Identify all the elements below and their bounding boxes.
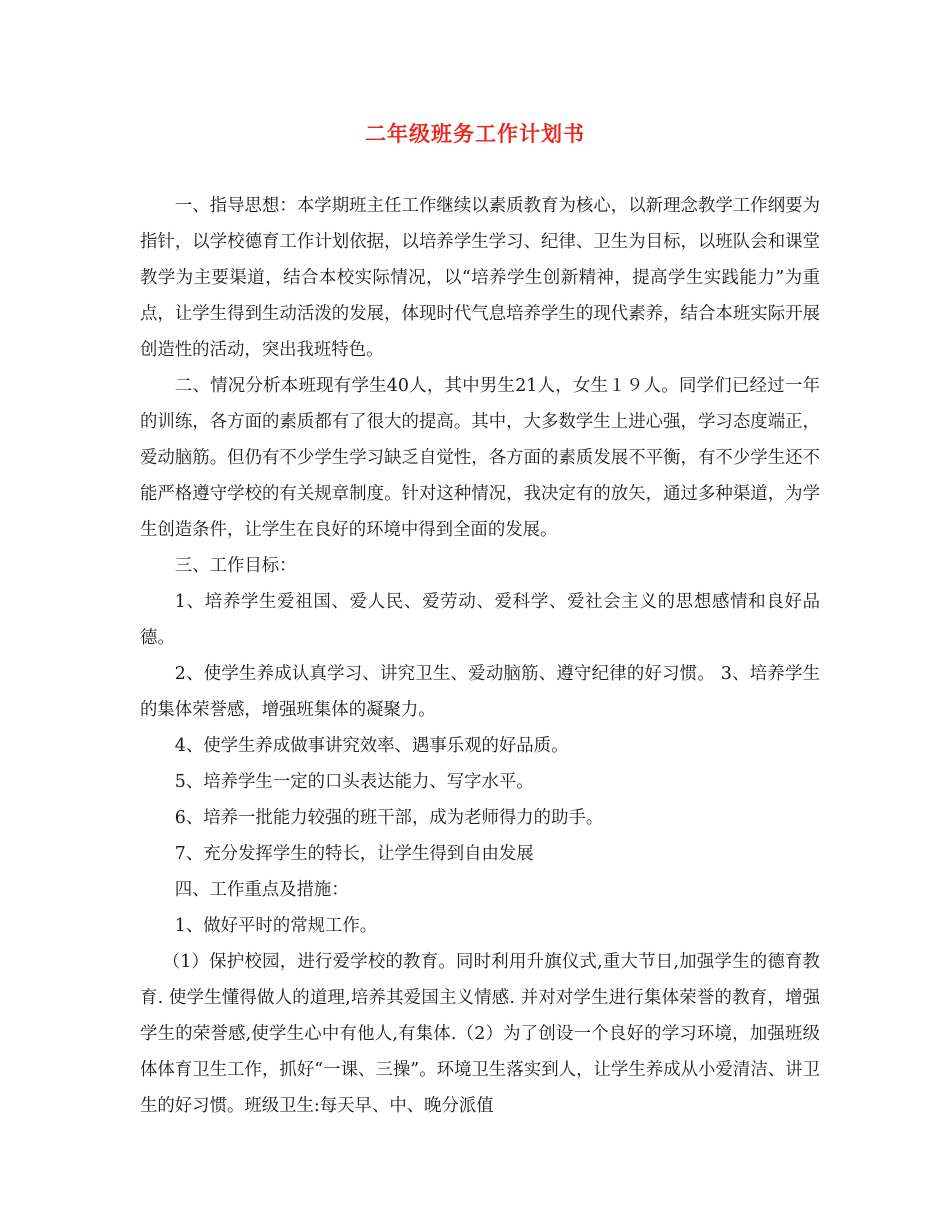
- goal-item-7: 7、充分发挥学生的特长，让学生得到自由发展: [174, 844, 534, 864]
- measure-subitem-1-2: （1）保护校园，进行爱学校的教育。同时利用升旗仪式,重大节日,加强学生的德育教育. 使学生懂得做人的道理,培养其爱国主义情感. 并对对学生进行集体荣誉的教育，增强学生的荣誉感,使学生心中有他人,有集体.（2）为了创设一个良好的学习环境，加强班级体体育卫生工作，抓好“一课、三操”。环境卫生落实到人，让学生养成从小爱清洁、讲卫生的好习惯。班级卫生:每天早、中、晚分派值: [140, 952, 820, 1116]
- goal-item-5: 5、培养学生一定的口头表达能力、写字水平。: [174, 772, 534, 792]
- document-body: [140, 188, 820, 1124]
- document-title: 二年级班务工作计划书: [365, 121, 585, 146]
- goal-item-1: 1、培养学生爱祖国、爱人民、爱劳动、爱科学、爱社会主义的思想感情和良好品德。: [140, 592, 820, 648]
- heading-key-measures: 四、工作重点及措施：: [174, 880, 349, 900]
- paragraph-guiding-thought: 一、指导思想：本学期班主任工作继续以素质教育为核心，以新理念教学工作纲要为指针，以学校德育工作计划依据，以培养学生学习、纪律、卫生为目标，以班队会和课堂教学为主要渠道，结合本校实际情况，以“培养学生创新精神，提高学生实践能力”为重点，让学生得到生动活泼的发展，体现时代气息培养学生的现代素养，结合本班实际开展创造性的活动，突出我班特色。: [140, 196, 820, 360]
- goal-item-6: 6、培养一批能力较强的班干部，成为老师得力的助手。: [174, 808, 604, 828]
- heading-work-goals: 三、工作目标：: [174, 556, 297, 576]
- measure-item-1: 1、做好平时的常规工作。: [174, 916, 378, 936]
- paragraph-situation-analysis: 二、情况分析本班现有学生40人，其中男生21人，女生１９人。同学们已经过一年的训练，各方面的素质都有了很大的提高。其中，大多数学生上进心强，学习态度端正，爱动脑筋。但仍有不少学生学习缺乏自觉性，各方面的素质发展不平衡，有不少学生还不能严格遵守学校的有关规章制度。针对这种情况，我决定有的放矢，通过多种渠道，为学生创造条件，让学生在良好的环境中得到全面的发展。: [140, 376, 820, 540]
- goal-item-2-3: 2、使学生养成认真学习、讲究卫生、爱动脑筋、遵守纪律的好习惯。 3、培养学生的集体荣誉感，增强班集体的凝聚力。: [140, 664, 820, 720]
- goal-item-4: 4、使学生养成做事讲究效率、遇事乐观的好品质。: [174, 736, 569, 756]
